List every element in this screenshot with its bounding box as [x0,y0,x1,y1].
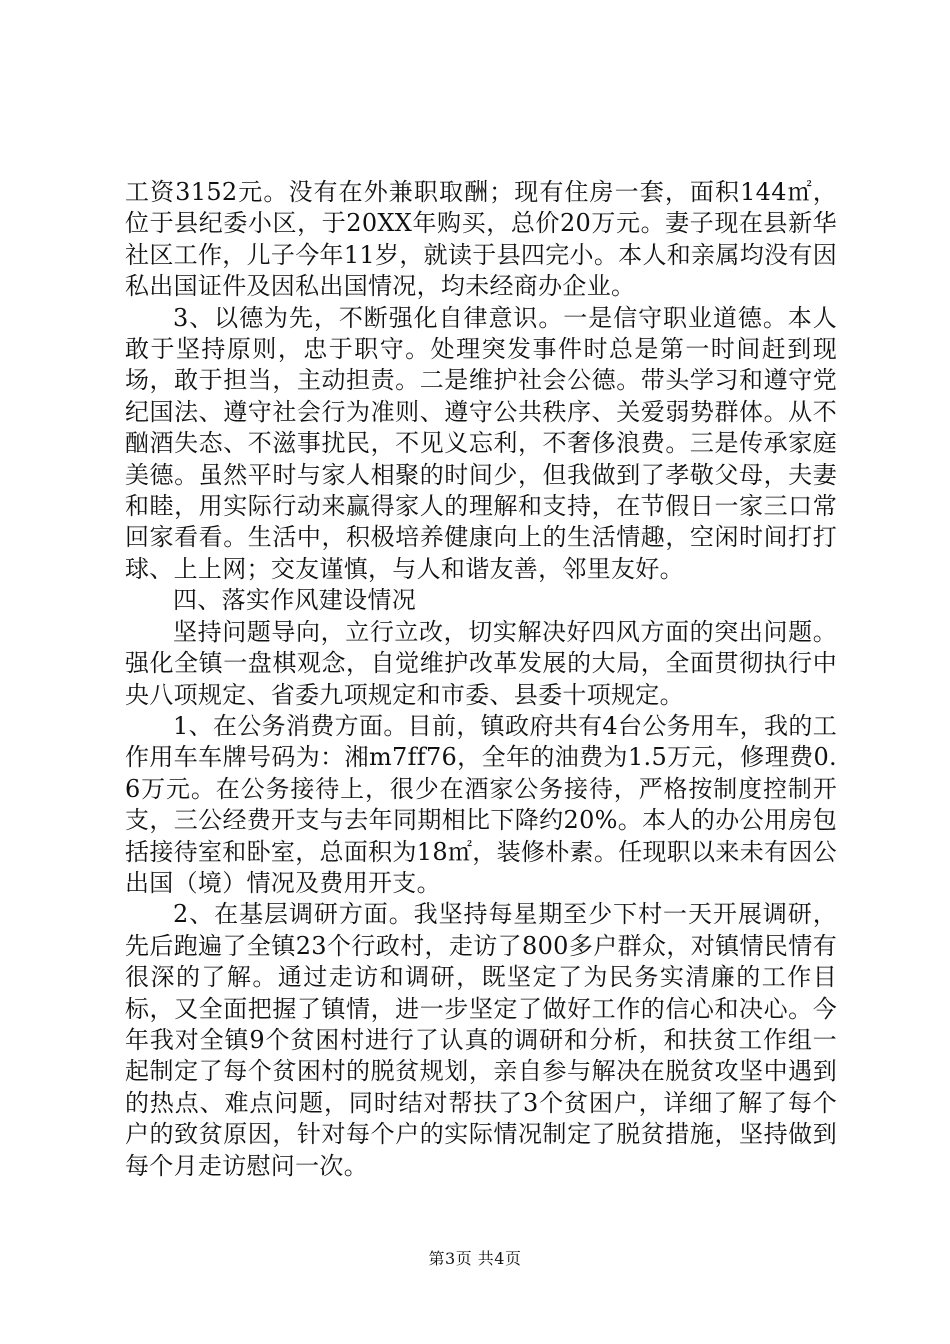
paragraph-2: 3、以德为先，不断强化自律意识。一是信守职业道德。本人敢于坚持原则，忠于职守。处理突发事件时总是第一时间赶到现场，敢于担当，主动担责。二是维护社会公德。带头学习和遵守党纪国法、遵守社会行为准则、遵守公共秩序、关爱弱势群体。从不酗酒失态、不滋事扰民，不见义忘利，不奢侈浪费。三是传承家庭美德。虽然平时与家人相聚的时间少，但我做到了孝敬父母，夫妻和睦，用实际行动来赢得家人的理解和支持，在节假日一家三口常回家看看。生活中，积极培养健康向上的生活情趣，空闲时间打打球、上上网；交友谨慎，与人和谐友善，邻里友好。 [125,303,837,583]
page-footer: 第3页 共4页 [428,1249,522,1268]
document-body [125,177,837,1182]
paragraph-1: 工资3152元。没有在外兼职取酬；现有住房一套，面积144㎡，位于县纪委小区，于20XX年购买，总价20万元。妻子现在县新华社区工作，儿子今年11岁，就读于县四完小。本人和亲属均没有因私出国证件及因私出国情况，均未经商办企业。 [125,178,837,301]
paragraph-5: 2、在基层调研方面。我坚持每星期至少下村一天开展调研，先后跑遍了全镇23个行政村，走访了800多户群众，对镇情民情有很深的了解。通过走访和调研，既坚定了为民务实清廉的工作目标，又全面把握了镇情，进一步坚定了做好工作的信心和决心。今年我对全镇9个贫困村进行了认真的调研和分析，和扶贫工作组一起制定了每个贫困村的脱贫规划，亲自参与解决在脱贫攻坚中遇到的热点、难点问题，同时结对帮扶了3个贫困户，详细了解了每个户的致贫原因，针对每个户的实际情况制定了脱贫措施，坚持做到每个月走访慰问一次。 [125,900,837,1180]
section-heading: 四、落实作风建设情况 [173,586,416,615]
paragraph-3: 坚持问题导向，立行立改，切实解决好四风方面的突出问题。强化全镇一盘棋观念，自觉维护改革发展的大局，全面贯彻执行中央八项规定、省委九项规定和市委、县委十项规定。 [125,617,837,709]
paragraph-4: 1、在公务消费方面。目前，镇政府共有4台公务用车，我的工作用车车牌号码为：湘m7ff76，全年的油费为1.5万元，修理费0.6万元。在公务接待上，很少在酒家公务接待，严格按制度控制开支，三公经费开支与去年同期相比下降约20%。本人的办公用房包括接待室和卧室，总面积为18㎡，装修朴素。任现职以来未有因公出国（境）情况及费用开支。 [125,711,837,897]
